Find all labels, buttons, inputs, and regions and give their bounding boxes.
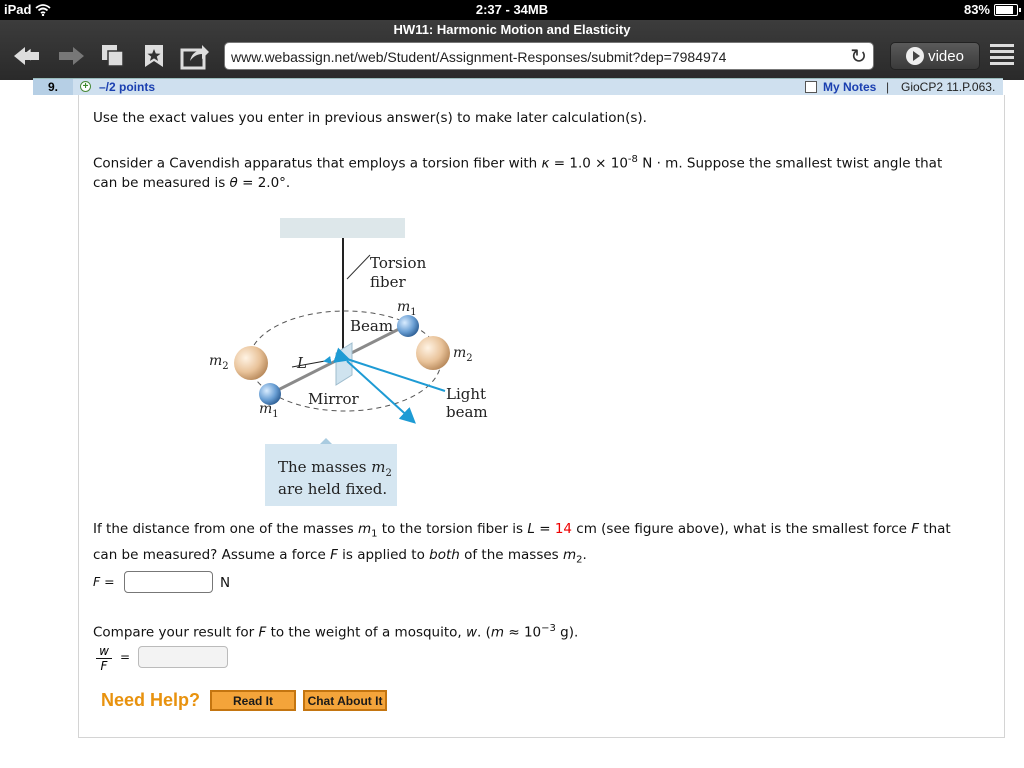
battery-icon <box>994 4 1018 16</box>
theta-symbol: θ <box>229 175 238 191</box>
m-symbol: m <box>209 353 223 369</box>
battery-percent: 83% <box>963 2 990 17</box>
subscript: 2 <box>222 361 229 372</box>
both-emphasis: both <box>429 547 460 563</box>
text-segment: = 2.0°. <box>237 175 291 191</box>
share-icon[interactable] <box>180 42 210 70</box>
m-symbol: m <box>490 624 505 641</box>
text-segment: N · m. Suppose the smallest twist angle that <box>637 155 943 172</box>
label-mirror: Mirror <box>308 390 359 408</box>
kappa-symbol: κ <box>541 155 550 172</box>
question-header <box>33 78 1003 95</box>
ceiling-support <box>280 218 405 238</box>
caption-line-1 <box>278 458 392 479</box>
caption-line-2: are held fixed. <box>278 480 388 498</box>
subscript: 2 <box>466 353 473 364</box>
label-torsion: Torsion <box>370 254 427 272</box>
text-segment: Consider a Cavendish apparatus that employs a torsion fiber with <box>93 155 542 172</box>
ratio-answer-input[interactable] <box>138 646 228 668</box>
my-notes-link[interactable]: My Notes <box>823 80 877 94</box>
m-symbol: m <box>259 401 273 417</box>
text-segment: can be measured is <box>93 175 230 191</box>
fraction-denominator: F <box>100 659 108 673</box>
F-symbol: F <box>258 624 267 641</box>
m-symbol: m <box>563 547 577 563</box>
subscript: 1 <box>410 307 417 318</box>
F-unit: N <box>220 575 231 591</box>
header-separator: | <box>886 80 890 94</box>
text-segment: that <box>919 521 951 537</box>
chat-about-it-button[interactable]: Chat About It <box>303 690 387 711</box>
label-m2-right <box>453 345 473 364</box>
label-beam: Beam <box>350 317 394 335</box>
problem-line-2 <box>93 175 290 191</box>
m-symbol: m <box>397 299 411 315</box>
caption-pointer <box>320 438 332 444</box>
text-segment: . ( <box>477 624 491 641</box>
bookmark-icon[interactable] <box>141 43 167 69</box>
ratio-fraction <box>96 644 112 674</box>
subscript: 2 <box>576 554 583 566</box>
label-m1-bottom <box>259 401 279 420</box>
text-segment: = <box>534 521 555 537</box>
menu-icon[interactable] <box>990 44 1014 68</box>
question-number: 9. <box>33 79 73 95</box>
w-symbol: w <box>466 624 478 641</box>
label-fiber: fiber <box>370 273 406 291</box>
back-button[interactable] <box>12 44 42 68</box>
large-mass-left <box>234 346 268 380</box>
status-bar <box>0 0 1024 20</box>
F-symbol: F <box>330 547 338 563</box>
expand-plus-icon[interactable]: + <box>80 81 91 92</box>
subscript: 1 <box>272 409 279 420</box>
text-segment: Compare your result for <box>93 624 259 641</box>
text-segment: is applied to <box>337 547 430 563</box>
url-bar[interactable] <box>224 42 874 70</box>
F-answer-label <box>93 574 115 589</box>
L-symbol: L <box>527 521 535 537</box>
subscript: 2 <box>385 468 392 479</box>
need-help-label: Need Help? <box>101 690 201 710</box>
question-line-1 <box>93 521 951 540</box>
ratio-equals: = <box>120 650 131 664</box>
question-id: GioCP2 11.P.063. <box>901 80 996 94</box>
question-line-2 <box>93 547 587 566</box>
compare-line <box>93 623 578 641</box>
video-label: video <box>928 47 964 65</box>
label-L: L <box>297 354 307 372</box>
subscript: 1 <box>371 528 378 540</box>
text-segment: ≈ 10 <box>504 624 542 641</box>
url-text: www.webassign.net/web/Student/Assignment-Responses/submit?dep=7984974 <box>231 49 727 65</box>
question-points[interactable]: –/2 points <box>99 80 156 94</box>
instruction-text: Use the exact values you enter in previous answer(s) to make later calculation(s). <box>93 110 647 126</box>
cavendish-figure <box>195 213 495 508</box>
reload-icon[interactable]: ↻ <box>850 44 867 68</box>
video-button[interactable] <box>890 42 980 70</box>
caption-text: The masses <box>278 458 372 476</box>
F-symbol: F <box>911 521 919 537</box>
text-segment: can be measured? Assume a force <box>93 547 331 563</box>
exponent: −3 <box>541 623 556 634</box>
status-time: 2:37 - 34MB <box>475 2 549 17</box>
exponent: -8 <box>627 154 638 165</box>
F-label: F = <box>93 574 115 589</box>
m-symbol: m <box>371 458 386 476</box>
L-value: 14 <box>554 521 572 537</box>
text-segment: to the torsion fiber is <box>377 521 528 537</box>
forward-button[interactable] <box>56 44 86 68</box>
small-mass-right <box>397 315 419 337</box>
device-name: iPad <box>4 2 32 17</box>
torsion-leader-line <box>347 255 370 279</box>
text-segment: to the weight of a mosquito, <box>266 624 466 641</box>
label-light: Light <box>446 385 487 403</box>
fraction-numerator: w <box>96 644 112 659</box>
page-title: HW11: Harmonic Motion and Elasticity <box>393 22 631 37</box>
text-segment: = 1.0 × 10 <box>549 155 628 172</box>
F-answer-input[interactable] <box>124 571 213 593</box>
notes-checkbox[interactable] <box>805 81 817 93</box>
m-symbol: m <box>453 345 467 361</box>
text-segment: If the distance from one of the masses <box>93 521 358 537</box>
text-segment: of the masses <box>459 547 563 563</box>
label-beam-2: beam <box>446 403 488 421</box>
text-segment: cm (see figure above), what is the smallest force <box>572 521 912 537</box>
large-mass-right <box>416 336 450 370</box>
label-m2-left <box>209 353 229 372</box>
m-symbol: m <box>357 521 372 537</box>
tabs-icon[interactable] <box>100 43 126 69</box>
problem-line-1 <box>93 154 942 172</box>
text-segment: g). <box>555 624 579 641</box>
play-icon <box>906 47 924 65</box>
text-segment: . <box>582 547 587 563</box>
read-it-button[interactable]: Read It <box>210 690 296 711</box>
